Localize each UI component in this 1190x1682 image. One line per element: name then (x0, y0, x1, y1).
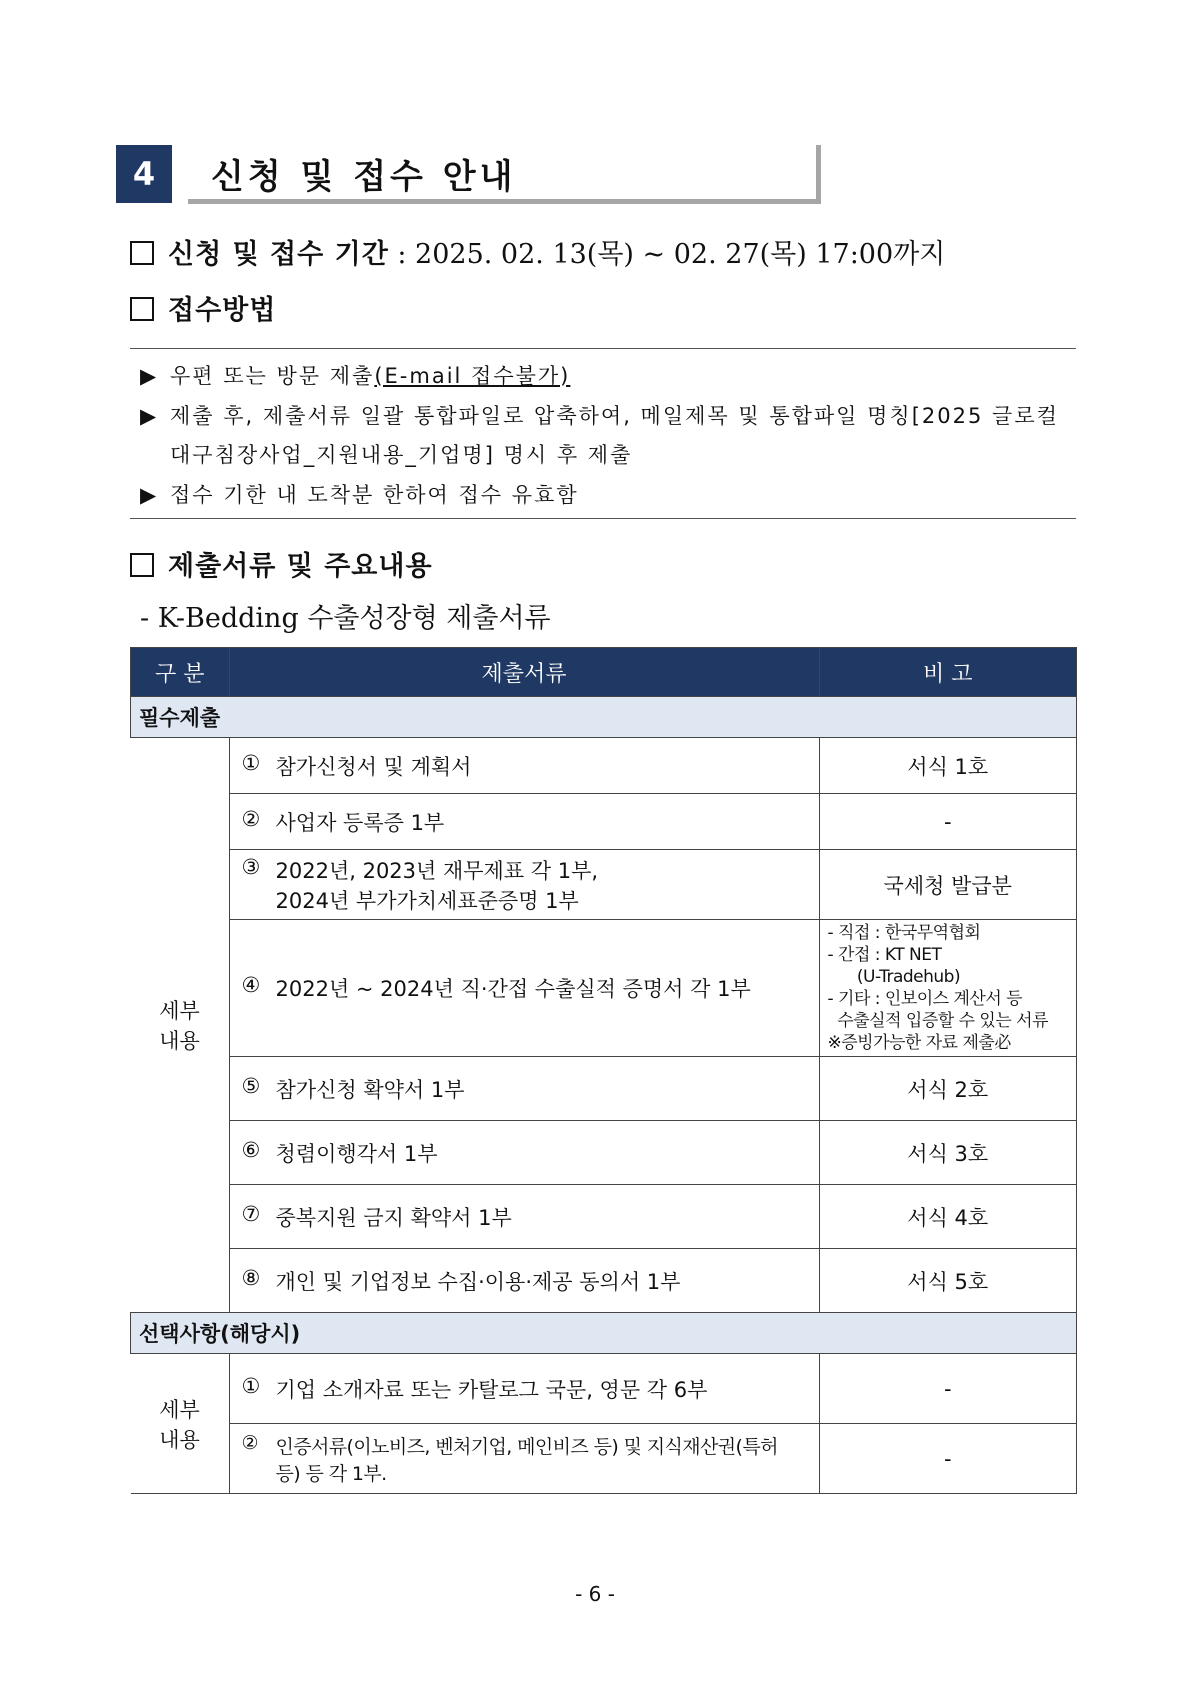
section-header (116, 145, 826, 205)
doc-cell: ⑥ 청렴이행각서 1부 (229, 1121, 819, 1185)
row-label: 세부 내용 (131, 738, 230, 1313)
remark-cell: 서식 1호 (819, 738, 1077, 794)
table-row (131, 1424, 1077, 1494)
method-bullet (140, 400, 1059, 430)
bullet-text: 접수 기한 내 도착분 한하여 접수 유효함 (170, 483, 579, 507)
section-number: 4 (116, 145, 172, 203)
bullet-text: 우편 또는 방문 제출 (170, 364, 375, 388)
method-bullet-continuation: 대구침장사업_지원내용_기업명] 명시 후 제출 (170, 443, 633, 467)
doc-cell: ① 참가신청서 및 계획서 (229, 738, 819, 794)
section-border-right (816, 145, 821, 203)
method-bullet (140, 479, 579, 509)
docs-heading (130, 544, 433, 583)
doc-cell: ③ 2022년, 2023년 재무제표 각 1부, 2024년 부가가치세표준증명 1부 (229, 850, 819, 920)
table-row (131, 1057, 1077, 1121)
remark-cell: - (819, 1354, 1077, 1424)
bullet-triangle-icon: ▶ (140, 364, 159, 388)
bullet-text: 제출 후, 제출서류 일괄 통합파일로 압축하여, 메일제목 및 통합파일 명칭[2025 글로컬 (170, 404, 1059, 428)
remark-cell: 서식 4호 (819, 1185, 1077, 1249)
remark-cell: - (819, 794, 1077, 850)
header-category: 구 분 (131, 648, 230, 697)
docs-label: 제출서류 및 주요내용 (168, 551, 433, 582)
group-title: 선택사항(해당시) (131, 1313, 1077, 1354)
period-heading (130, 232, 945, 271)
section-title: 신청 및 접수 안내 (211, 157, 517, 197)
checkbox-icon (130, 553, 154, 577)
table-row (131, 738, 1077, 794)
doc-cell: ⑦ 중복지원 금지 확약서 1부 (229, 1185, 819, 1249)
method-label: 접수방법 (168, 295, 277, 326)
bullet-underlined-text: (E-mail 접수불가) (374, 364, 571, 388)
section-border-bottom (188, 199, 821, 204)
method-bullet (140, 360, 570, 390)
remark-cell-list: - 직접 : 한국무역협회 - 간접 : KT NET (U-Tradehub) - 기타 : 인보이스 계산서 등 수출실적 입증할 수 있는 서류 ※증빙가능한 자료 제출必 (819, 920, 1077, 1057)
remark-cell: 국세청 발급분 (819, 850, 1077, 920)
period-separator: : (388, 239, 416, 270)
table-row (131, 1185, 1077, 1249)
table-row (131, 1121, 1077, 1185)
header-remarks: 비 고 (819, 648, 1077, 697)
doc-cell: ② 인증서류(이노비즈, 벤처기업, 메인비즈 등) 및 지식재산권(특허 등) 등 각 1부. (229, 1424, 819, 1494)
documents-table (130, 647, 1077, 1494)
group-row (131, 1313, 1077, 1354)
checkbox-icon (130, 241, 154, 265)
table-header-row (131, 648, 1077, 697)
docs-subtitle: - K-Bedding 수출성장형 제출서류 (140, 603, 551, 634)
remark-cell: 서식 2호 (819, 1057, 1077, 1121)
divider (130, 518, 1076, 519)
method-heading (130, 288, 276, 327)
group-title: 필수제출 (131, 697, 1077, 738)
table-row (131, 850, 1077, 920)
remark-cell: 서식 3호 (819, 1121, 1077, 1185)
doc-cell: ④ 2022년 ~ 2024년 직·간접 수출실적 증명서 각 1부 (229, 920, 819, 1057)
doc-cell: ⑧ 개인 및 기업정보 수집·이용·제공 동의서 1부 (229, 1249, 819, 1313)
table-row (131, 1249, 1077, 1313)
remark-cell: - (819, 1424, 1077, 1494)
remark-cell: 서식 5호 (819, 1249, 1077, 1313)
table-row (131, 794, 1077, 850)
table-row (131, 1354, 1077, 1424)
doc-cell: ① 기업 소개자료 또는 카탈로그 국문, 영문 각 6부 (229, 1354, 819, 1424)
divider (130, 348, 1076, 349)
doc-cell: ② 사업자 등록증 1부 (229, 794, 819, 850)
group-row (131, 697, 1077, 738)
bullet-triangle-icon: ▶ (140, 404, 159, 428)
page-number: - 6 - (575, 1582, 615, 1606)
checkbox-icon (130, 297, 154, 321)
doc-cell: ⑤ 참가신청 확약서 1부 (229, 1057, 819, 1121)
bullet-triangle-icon: ▶ (140, 483, 159, 507)
table-row (131, 920, 1077, 1057)
header-documents: 제출서류 (229, 648, 819, 697)
period-label: 신청 및 접수 기간 (168, 239, 389, 270)
period-value: 2025. 02. 13(목) ~ 02. 27(목) 17:00까지 (415, 239, 946, 270)
row-label: 세부 내용 (131, 1354, 230, 1494)
